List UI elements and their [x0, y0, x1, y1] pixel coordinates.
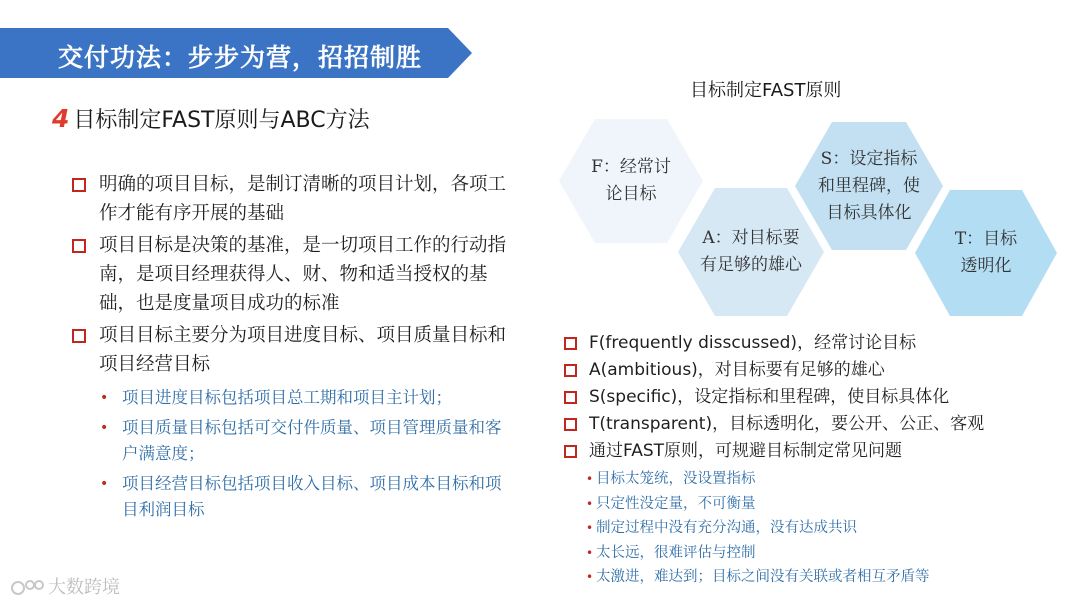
dot-bullet-icon: • — [586, 545, 594, 560]
left-sub-list — [72, 385, 512, 523]
section-title: 目标制定FAST原则与ABC方法 — [73, 108, 370, 133]
right-sub-item: • 目标太笼统，没设置指标 — [586, 467, 1064, 492]
dot-bullet-icon: • — [100, 390, 109, 406]
hexagon-a-label: A：对目标要有足够的雄心 — [700, 228, 802, 275]
left-bullet-list — [72, 170, 512, 527]
left-list-item: 明确的项目目标，是制订清晰的项目计划，各项工作才能有序开展的基础 — [72, 170, 512, 228]
right-list-item: A(ambitious)，对目标要有足够的雄心 — [564, 357, 1064, 384]
square-bullet-icon — [564, 391, 577, 404]
left-list-item: 项目目标主要分为项目进度目标、项目质量目标和项目经营目标 — [72, 321, 512, 379]
right-list-item: T(transparent)，目标透明化，要公开、公正、客观 — [564, 411, 1064, 438]
square-bullet-icon — [564, 418, 577, 431]
hexagon-t — [915, 190, 1057, 316]
hexagon-f-label: F：经常讨论目标 — [591, 157, 671, 204]
right-sub-item: • 太激进，难达到；目标之间没有关联或者相互矛盾等 — [586, 565, 1064, 590]
square-bullet-icon — [564, 364, 577, 377]
right-list-item: S(specific)，设定指标和里程碑，使目标具体化 — [564, 384, 1064, 411]
left-sub-item: • 项目进度目标包括项目总工期和项目主计划； — [100, 385, 512, 411]
hexagon-s-label: S：设定指标和里程碑，使目标具体化 — [818, 148, 920, 223]
square-bullet-icon — [72, 329, 86, 343]
watermark-text: 大数跨境 — [48, 577, 120, 598]
hexagon-t-label: T：目标透明化 — [954, 229, 1018, 276]
title-banner — [0, 28, 472, 78]
dot-bullet-icon: • — [586, 570, 594, 584]
right-sub-list — [564, 467, 1064, 590]
square-bullet-icon — [564, 445, 577, 458]
left-sub-item: • 项目经营目标包括项目收入目标、项目成本目标和项目利润目标 — [100, 471, 512, 523]
right-bullet-list — [564, 330, 1064, 590]
dot-bullet-icon: • — [100, 476, 109, 492]
dot-bullet-icon: • — [586, 521, 594, 535]
watermark — [10, 573, 120, 600]
square-bullet-icon — [72, 178, 86, 192]
right-sub-item: • 制定过程中没有充分沟通，没有达成共识 — [586, 516, 1064, 541]
dot-bullet-icon: • — [586, 472, 594, 486]
dot-bullet-icon: • — [100, 420, 109, 436]
watermark-logo-icon — [10, 576, 44, 600]
page-title: 交付功法：步步为营，招招制胜 — [58, 43, 423, 72]
section-number: 4 — [52, 104, 70, 133]
left-list-item: 项目目标是决策的基准，是一切项目工作的行动指南，是项目经理获得人、财、物和适当授权的基础，也是度量项目成功的标准 — [72, 231, 512, 318]
diagram-title: 目标制定FAST原则 — [690, 80, 842, 101]
right-sub-item: • 太长远，很难评估与控制 — [586, 541, 1064, 566]
right-list-item: F(frequently disscussed)，经常讨论目标 — [564, 330, 1064, 357]
dot-bullet-icon: • — [586, 496, 594, 511]
square-bullet-icon — [564, 337, 577, 350]
right-list-item: 通过FAST原则，可规避目标制定常见问题 — [564, 438, 1064, 465]
section-heading — [52, 103, 370, 134]
left-sub-item: • 项目质量目标包括可交付件质量、项目管理质量和客户满意度； — [100, 415, 512, 467]
square-bullet-icon — [72, 239, 86, 253]
right-sub-item: • 只定性没定量，不可衡量 — [586, 492, 1064, 517]
